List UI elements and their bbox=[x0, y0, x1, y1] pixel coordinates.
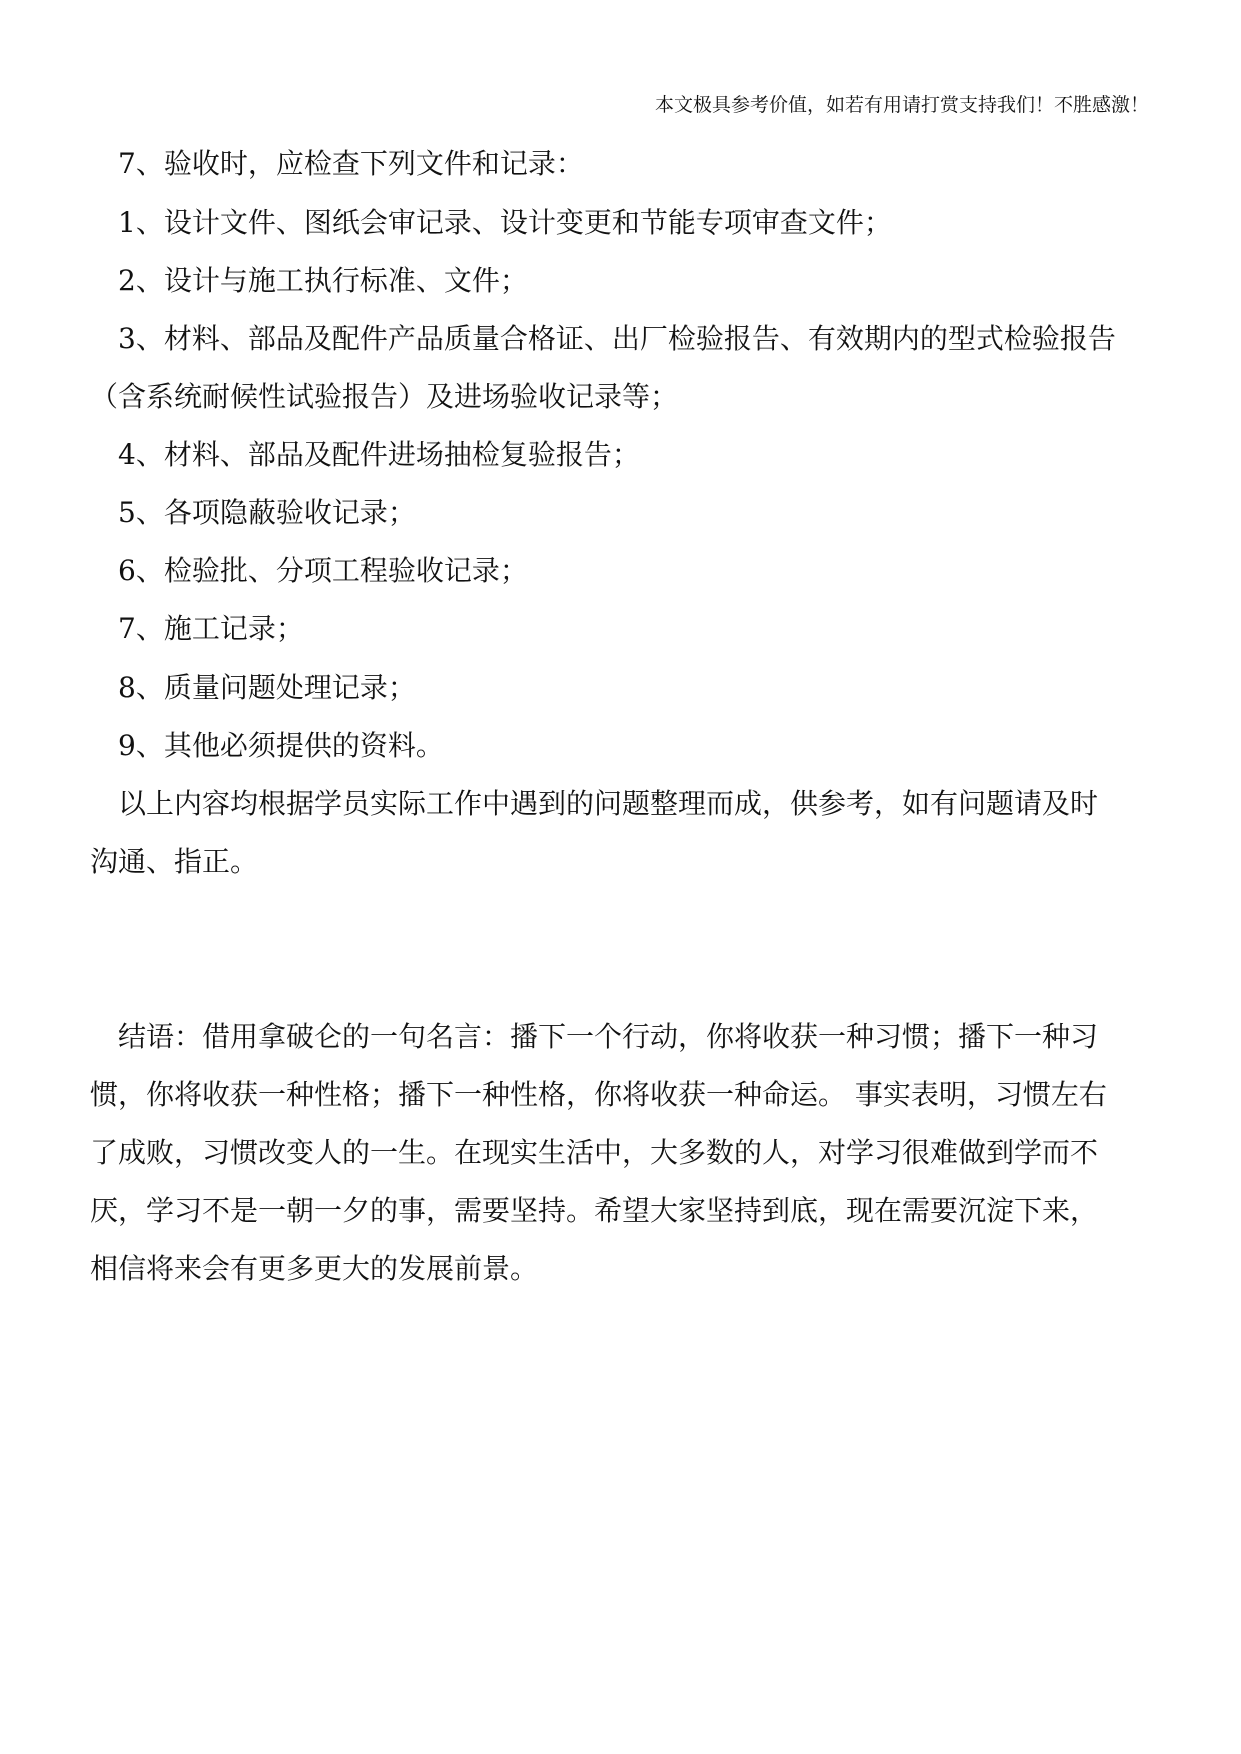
body-line: 9、其他必须提供的资料。 bbox=[118, 729, 444, 762]
body-line: 以上内容均根据学员实际工作中遇到的问题整理而成，供参考，如有问题请及时 bbox=[118, 787, 1099, 820]
body-line: 沟通、指正。 bbox=[90, 845, 259, 878]
body-line: 7、验收时，应检查下列文件和记录： bbox=[118, 147, 584, 180]
conclusion-line: 了成败，习惯改变人的一生。在现实生活中，大多数的人，对学习很难做到学而不 bbox=[90, 1136, 1099, 1169]
body-line: 7、施工记录； bbox=[118, 612, 304, 645]
body-line: （含系统耐候性试验报告）及进场验收记录等； bbox=[90, 380, 679, 413]
conclusion-line: 惯，你将收获一种性格；播下一种性格，你将收获一种命运。 事实表明，习惯左右 bbox=[90, 1078, 1107, 1111]
body-line: 1、设计文件、图纸会审记录、设计变更和节能专项审查文件； bbox=[118, 206, 892, 239]
header-note: 本文极具参考价值，如若有用请打赏支持我们！不胜感激！ bbox=[654, 94, 1149, 116]
body-line: 4、材料、部品及配件进场抽检复验报告； bbox=[118, 438, 640, 471]
conclusion-line: 结语：借用拿破仑的一句名言：播下一个行动，你将收获一种习惯；播下一种习 bbox=[118, 1020, 1099, 1053]
body-line: 2、设计与施工执行标准、文件； bbox=[118, 264, 528, 297]
conclusion-line: 厌，学习不是一朝一夕的事，需要坚持。希望大家坚持到底，现在需要沉淀下来， bbox=[90, 1194, 1099, 1227]
body-line: 3、材料、部品及配件产品质量合格证、出厂检验报告、有效期内的型式检验报告 bbox=[118, 322, 1116, 355]
body-line: 6、检验批、分项工程验收记录； bbox=[118, 554, 528, 587]
body-line: 5、各项隐蔽验收记录； bbox=[118, 496, 416, 529]
conclusion-line: 相信将来会有更多更大的发展前景。 bbox=[90, 1252, 539, 1285]
body-line: 8、质量问题处理记录； bbox=[118, 671, 416, 704]
